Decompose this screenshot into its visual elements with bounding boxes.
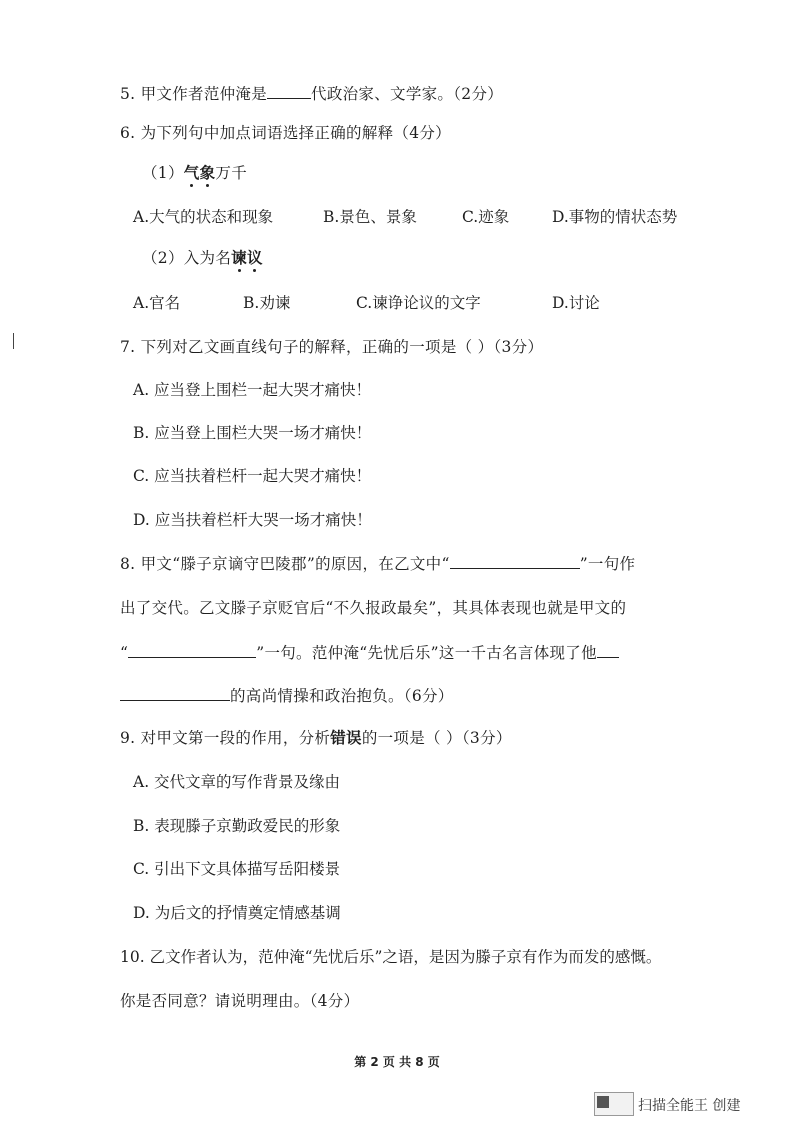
q6-sub1-option-d[interactable]: D.事物的情状态势 [552,208,678,226]
question-6-sub2 [142,247,263,269]
question-6-sub1 [142,162,247,184]
question-8-line-2: 出了交代。乙文滕子京贬官后“不久报政最矣”，其具体表现也就是甲文的 [120,599,627,617]
question-9-stem [120,727,512,749]
q5-text-pre: 5. 甲文作者范仲淹是 [120,85,268,103]
q6-sub2-dotted-char-2: 议 [246,248,263,267]
page-number: 第 2 页 共 8 页 [354,1055,440,1069]
q5-answer-blank[interactable] [267,82,311,99]
q6-sub1-dotted-char-1: 气 [183,163,200,182]
question-8-line-3 [120,641,619,664]
q5-text-post: 代政治家、文学家。（2分） [311,85,504,103]
q6-sub1-option-a[interactable]: A.大气的状态和现象 [133,208,274,226]
question-10-line-1: 10. 乙文作者认为，范仲淹“先忧后乐”之语，是因为滕子京有作为而发的感慨。 [120,948,662,966]
q6-sub1-dotted-char-2: 象 [199,163,216,182]
q9-option-b[interactable]: B. 表现滕子京勤政爱民的形象 [133,817,341,835]
q7-option-b[interactable]: B. 应当登上围栏大哭一场才痛快！ [133,424,372,442]
question-10-line-2: 你是否同意？请说明理由。（4分） [120,992,360,1010]
q6-sub1-option-b[interactable]: B.景色、景象 [323,208,417,226]
q7-option-a[interactable]: A. 应当登上围栏一起大哭才痛快！ [133,381,372,399]
q6-sub2-dotted-char-1: 谏 [231,248,247,267]
q6-sub2-option-a[interactable]: A.官名 [133,294,181,312]
question-5 [120,82,503,105]
q8-l4-text: 的高尚情操和政治抱负。（6分） [230,687,454,705]
q6-sub2-option-b[interactable]: B.劝谏 [243,294,291,312]
q9-option-a[interactable]: A. 交代文章的写作背景及缘由 [133,773,341,791]
q6-sub1-option-c[interactable]: C.迹象 [462,208,510,226]
q9-stem-post: 的一项是（ ）（3分） [361,729,512,747]
question-7-stem: 7. 下列对乙文画直线句子的解释，正确的一项是（ ）（3分） [120,338,544,356]
scanner-logo-icon [594,1092,634,1116]
q8-answer-blank-1[interactable] [450,552,580,569]
q8-answer-blank-2[interactable] [128,641,256,658]
q6-sub2-option-c[interactable]: C.谏诤论议的文字 [356,294,481,312]
q6-sub1-num: （1） [142,164,184,182]
q6-sub2-num: （2）入为名 [142,249,232,267]
q9-stem-pre: 9. 对甲文第一段的作用，分析 [120,729,331,747]
q8-l1-text-b: ”一句作 [579,555,636,573]
question-8-line-4 [120,684,454,707]
scanner-watermark-text: 扫描全能王 创建 [638,1098,741,1114]
q8-answer-blank-3b[interactable] [120,684,230,701]
q8-l3-text-b: ”一句。范仲淹“先忧后乐”这一千古名言体现了他 [256,644,597,662]
q7-option-c[interactable]: C. 应当扶着栏杆一起大哭才痛快！ [133,467,372,485]
q6-sub2-option-d[interactable]: D.讨论 [552,294,600,312]
q8-l1-text-a: 8. 甲文“滕子京谪守巴陵郡”的原因，在乙文中“ [120,555,450,573]
q9-option-d[interactable]: D. 为后文的抒情奠定情感基调 [133,904,341,922]
q6-sub1-rest: 万千 [215,164,247,182]
question-6-stem: 6. 为下列句中加点词语选择正确的解释（4分） [120,124,451,142]
q9-option-c[interactable]: C. 引出下文具体描写岳阳楼景 [133,860,341,878]
q9-stem-bold: 错误 [330,728,362,747]
q8-l3-text-a: “ [120,644,129,662]
q7-option-d[interactable]: D. 应当扶着栏杆大哭一场才痛快！ [133,511,372,529]
margin-mark [13,333,14,349]
question-8-line-1 [120,552,635,575]
q8-answer-blank-3a[interactable] [597,641,619,658]
